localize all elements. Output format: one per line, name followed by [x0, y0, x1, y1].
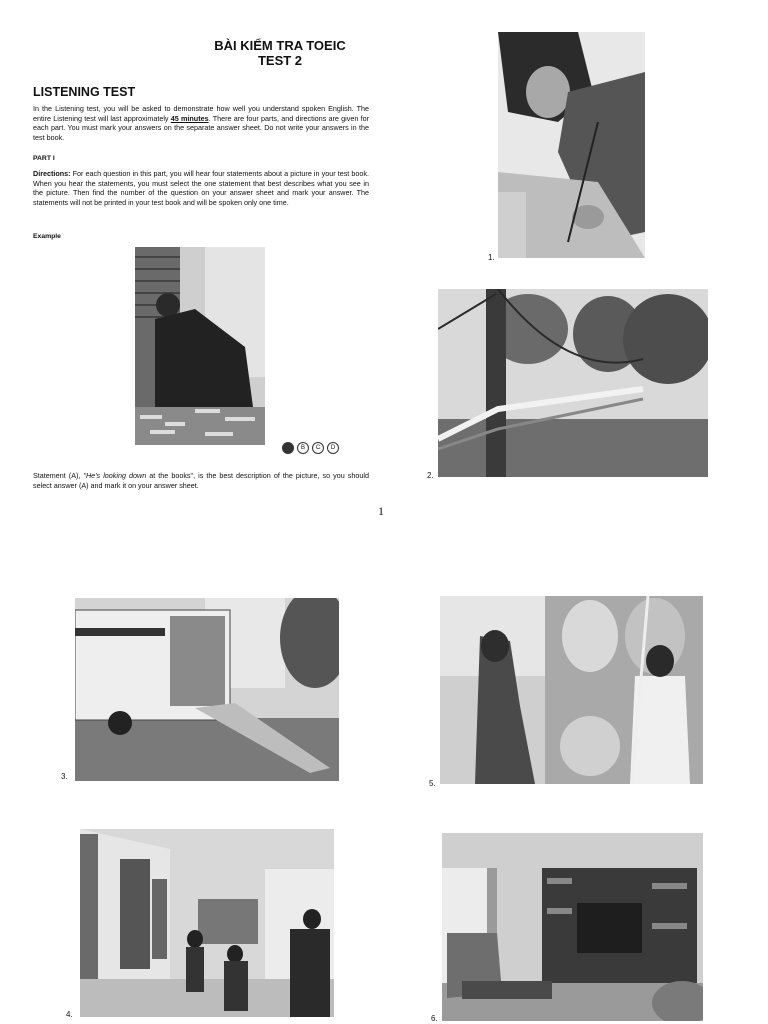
statement-text-a: Statement (A), — [33, 471, 84, 480]
example-photo — [135, 247, 265, 445]
document-subtitle: TEST 2 — [257, 53, 303, 68]
statement-quote-1: "He's looking down — [83, 471, 150, 480]
statement-text-b: , is the best description of the picture, so you should select answer (A) and mark it on your answer sheet. — [33, 471, 369, 490]
question-2-photo — [438, 289, 708, 477]
question-1-number: 1. — [488, 253, 495, 262]
question-5-number: 5. — [429, 779, 436, 788]
question-3-number: 3. — [61, 772, 68, 781]
page-number: 1 — [378, 504, 384, 518]
intro-text-a: In the Listening test, you will be asked to demonstrate how well you understand spoken English. The entire Listening test will last approximately — [33, 104, 369, 123]
question-2-number: 2. — [427, 471, 434, 480]
question-4-photo — [80, 829, 334, 1017]
bubble-a — [282, 442, 294, 454]
statement-quote-2: at the books" — [149, 471, 194, 480]
directions-paragraph — [33, 169, 369, 207]
document-title: BÀI KIỂM TRA TOEIC — [214, 38, 346, 53]
intro-text-b: . There are four parts, and directions are given for each part. You must mark your answers on the separate answer sheet. Do not write your answers in the test book. — [33, 113, 369, 142]
section-heading: LISTENING TEST — [33, 85, 136, 99]
question-6-photo — [442, 833, 703, 1021]
question-3-photo — [75, 598, 339, 781]
question-1-photo — [498, 32, 645, 258]
question-4-number: 4. — [66, 1010, 73, 1019]
directions-label: Directions: — [33, 169, 71, 178]
statement-paragraph — [33, 471, 369, 490]
bubble-d: D — [327, 442, 339, 454]
question-5-photo — [440, 596, 703, 784]
intro-duration: 45 minutes — [170, 113, 209, 123]
answer-bubbles — [282, 442, 339, 454]
directions-text: For each question in this part, you will hear four statements about a picture in your test book. When you hear the statements, you must select the one statement that best describes what you see in the picture. Then find the number of the question on your answer sheet and mark your answer. The statements will not be printed in your test book and will be spoken only one time. — [33, 169, 369, 207]
bubble-c: C — [312, 442, 324, 454]
question-6-number: 6. — [431, 1014, 438, 1023]
bubble-b: B — [297, 442, 309, 454]
example-label: Example — [33, 233, 61, 240]
part-label: PART I — [33, 155, 55, 162]
intro-paragraph — [33, 104, 369, 142]
